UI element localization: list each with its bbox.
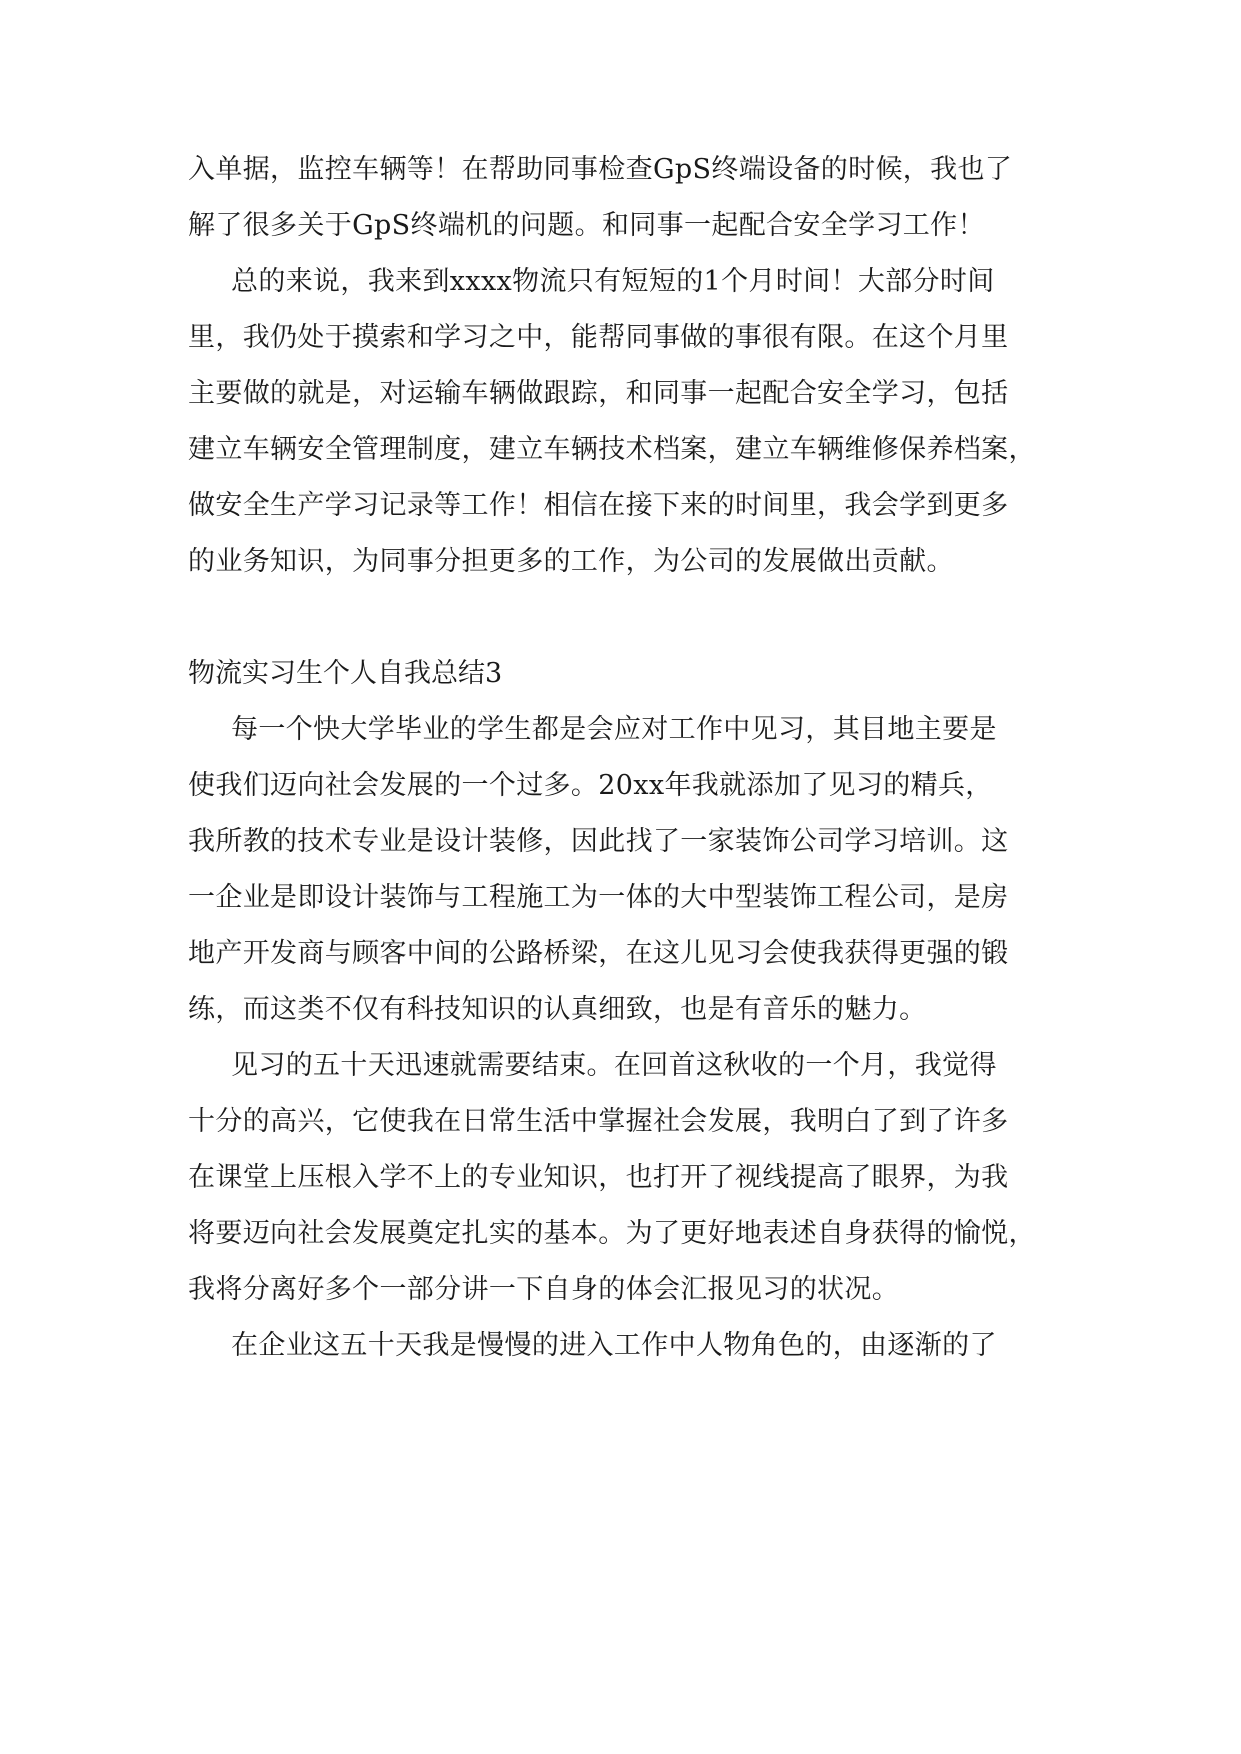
paragraph-line: 解了很多关于GpS终端机的问题。和同事一起配合安全学习工作！ [188,210,985,241]
paragraph-line: 使我们迈向社会发展的一个过多。20xx年我就添加了见习的精兵， [188,770,993,801]
paragraph-line: 在课堂上压根入学不上的专业知识，也打开了视线提高了眼界，为我 [188,1162,1009,1193]
paragraph-line: 里，我仍处于摸索和学习之中，能帮同事做的事很有限。在这个月里 [188,322,1009,353]
paragraph-line: 主要做的就是，对运输车辆做跟踪，和同事一起配合安全学习，包括 [188,378,1009,409]
paragraph-line: 我将分离好多个一部分讲一下自身的体会汇报见习的状况。 [188,1274,900,1305]
paragraph-line: 入单据，监控车辆等！在帮助同事检查GpS终端设备的时候，我也了 [188,154,1013,185]
paragraph-line: 见习的五十天迅速就需要结束。在回首这秋收的一个月，我觉得 [231,1050,997,1081]
paragraph-line: 每一个快大学毕业的学生都是会应对工作中见习，其目地主要是 [231,714,997,745]
paragraph-line: 练，而这类不仅有科技知识的认真细致，也是有音乐的魅力。 [188,994,927,1025]
paragraph-line: 将要迈向社会发展奠定扎实的基本。为了更好地表述自身获得的愉悦， [188,1218,1036,1249]
paragraph-line: 在企业这五十天我是慢慢的进入工作中人物角色的，由逐渐的了 [231,1330,997,1361]
section-heading: 物流实习生个人自我总结3 [188,658,503,689]
paragraph-line: 建立车辆安全管理制度，建立车辆技术档案，建立车辆维修保养档案， [188,434,1036,465]
paragraph-line: 的业务知识，为同事分担更多的工作，为公司的发展做出贡献。 [188,546,954,577]
paragraph-line: 十分的高兴，它使我在日常生活中掌握社会发展，我明白了到了许多 [188,1106,1009,1137]
paragraph-line: 总的来说，我来到xxxx物流只有短短的1个月时间！大部分时间 [231,266,995,297]
paragraph-line: 地产开发商与顾客中间的公路桥梁，在这儿见习会使我获得更强的锻 [188,938,1009,969]
paragraph-line: 一企业是即设计装饰与工程施工为一体的大中型装饰工程公司，是房 [188,882,1009,913]
paragraph-line: 做安全生产学习记录等工作！相信在接下来的时间里，我会学到更多 [188,490,1009,521]
paragraph-line: 我所教的技术专业是设计装修，因此找了一家装饰公司学习培训。这 [188,826,1009,857]
